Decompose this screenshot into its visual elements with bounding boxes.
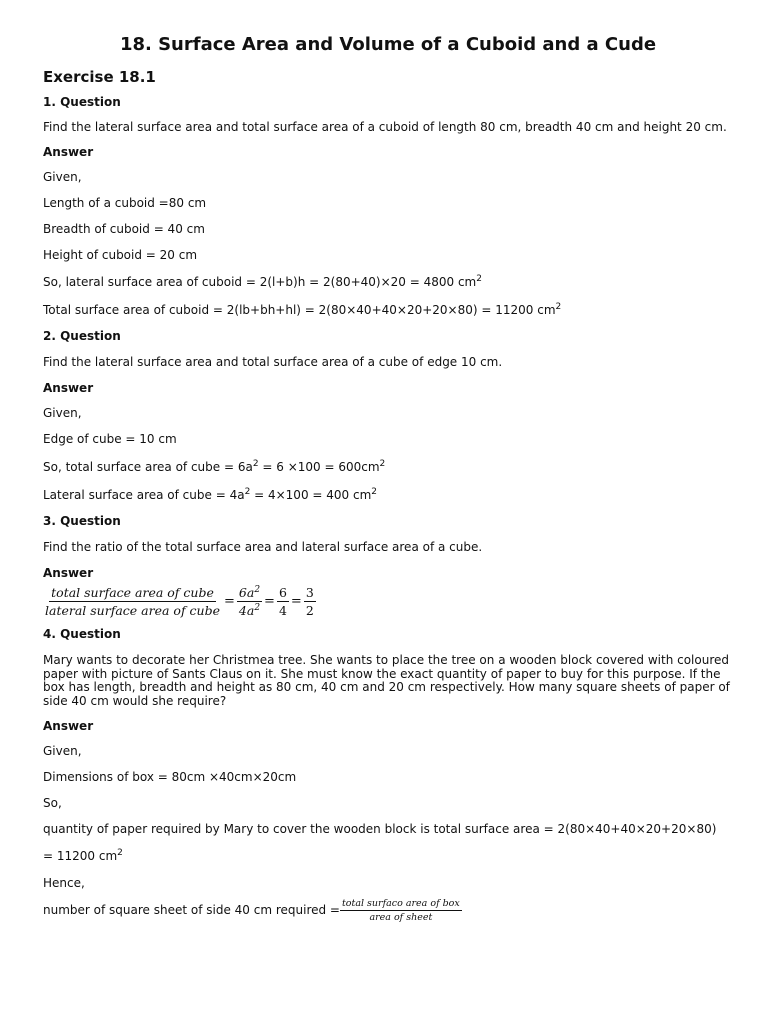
q3-frac4-den: 2 (305, 603, 314, 618)
q3-frac2-num-text: 6a (238, 585, 255, 600)
q2-tsa-part2: = 6 ×100 = 600cm (258, 460, 380, 474)
q2-tsa-sup2: 2 (379, 459, 386, 469)
q1-answer-label: Answer (43, 145, 94, 159)
q4-result (43, 850, 733, 863)
q3-frac3-num: 6 (278, 585, 287, 600)
q3-eq1: = (224, 594, 235, 609)
q3-eq3: = (290, 594, 302, 609)
q1-lsa-sup: 2 (476, 274, 482, 284)
q2-text: Find the lateral surface area and total surface area of a cube of edge 10 cm. (43, 355, 503, 369)
q2-lsa-part2: = 4×100 = 400 cm (250, 488, 372, 502)
q4-given: Given, (43, 744, 82, 758)
q3-frac2-den-text: 4a (238, 603, 255, 618)
page-title: 18. Surface Area and Volume of a Cuboid and a Cude (119, 34, 657, 55)
q2-lsa-part1: Lateral surface area of cube = 4a (43, 488, 245, 502)
q4-so: So, (43, 796, 62, 810)
q3-frac2-num-sup: 2 (254, 585, 261, 595)
q1-lsa (43, 276, 733, 289)
q3-text: Find the ratio of the total surface area and lateral surface area of a cube. (43, 540, 483, 554)
q4-sheets-den: area of sheet (369, 912, 433, 923)
q4-text: Mary wants to decorate her Christmea tree. She wants to place the tree on a wooden block covered with coloured paper with picture of Sants Claus on it. She must know the exact quantity of paper to buy for this purpose. If the box has length, breadth and height as 80 cm, 40 cm and 20 cm respectively. How many square sheets of paper of side 40 cm would she require? (43, 653, 730, 708)
q4-dims: Dimensions of box = 80cm ×40cm×20cm (43, 770, 297, 784)
q4-sheets-text: number of square sheet of side 40 cm required = (43, 903, 340, 917)
q2-lsa-sup2: 2 (371, 487, 377, 497)
q4-answer-label: Answer (43, 719, 94, 733)
q4-result-text: = 11200 cm (43, 849, 118, 863)
q3-frac2-num (237, 585, 262, 602)
q3-ratio-equation (43, 585, 733, 618)
q3-eq2: = (264, 594, 275, 609)
q1-height: Height of cuboid = 20 cm (43, 248, 198, 262)
q4-heading: 4. Question (43, 627, 121, 641)
q2-given: Given, (43, 406, 82, 420)
q3-frac2-den-sup: 2 (254, 603, 261, 613)
q3-frac1-den: lateral surface area of cube (45, 603, 220, 618)
q2-answer-label: Answer (43, 381, 94, 395)
q3-answer-label: Answer (43, 566, 94, 580)
q3-frac-3-2 (304, 585, 316, 618)
q1-breadth: Breadth of cuboid = 40 cm (43, 222, 205, 236)
q2-heading: 2. Question (43, 329, 121, 343)
q3-frac-6-4 (277, 585, 289, 618)
q3-frac-surface-areas (43, 585, 222, 618)
q2-lsa-sup1: 2 (244, 487, 251, 497)
document-page (43, 34, 733, 923)
q3-frac1-num: total surface area of cube (51, 585, 214, 600)
q4-result-sup: 2 (117, 848, 123, 858)
q3-frac3-den: 4 (278, 603, 287, 618)
q4-sheets (43, 898, 733, 923)
q3-frac4-num: 3 (305, 585, 314, 600)
q1-text: Find the lateral surface area and total surface area of a cuboid of length 80 cm, breadth 40 cm and height 20 cm. (43, 120, 727, 134)
q1-tsa (43, 304, 733, 317)
q1-tsa-sup: 2 (555, 302, 562, 312)
q2-tsa (43, 461, 733, 474)
q1-tsa-text: Total surface area of cuboid = 2(lb+bh+hl) = 2(80×40+40×20+20×80) = 11200 cm (43, 303, 556, 317)
q3-frac2-den (237, 602, 262, 618)
q3-frac-6a2-4a2 (237, 585, 262, 618)
exercise-heading: Exercise 18.1 (43, 68, 156, 86)
q1-lsa-text: So, lateral surface area of cuboid = 2(l+b)h = 2(80+40)×20 = 4800 cm (43, 275, 477, 289)
q1-length: Length of a cuboid =80 cm (43, 196, 207, 210)
q1-heading: 1. Question (43, 95, 121, 109)
q3-heading: 3. Question (43, 514, 121, 528)
q2-edge: Edge of cube = 10 cm (43, 432, 177, 446)
q2-lsa (43, 489, 733, 502)
q4-hence: Hence, (43, 876, 85, 890)
q4-qty: quantity of paper required by Mary to cover the wooden block is total surface area = 2(80×40+40×20+20×80) (43, 822, 717, 836)
q4-sheets-fraction (340, 898, 462, 923)
q1-given: Given, (43, 170, 82, 184)
q2-tsa-part1: So, total surface area of cube = 6a (43, 460, 253, 474)
q2-tsa-sup1: 2 (252, 459, 259, 469)
q4-sheets-num: total surfaco area of box (341, 898, 460, 909)
